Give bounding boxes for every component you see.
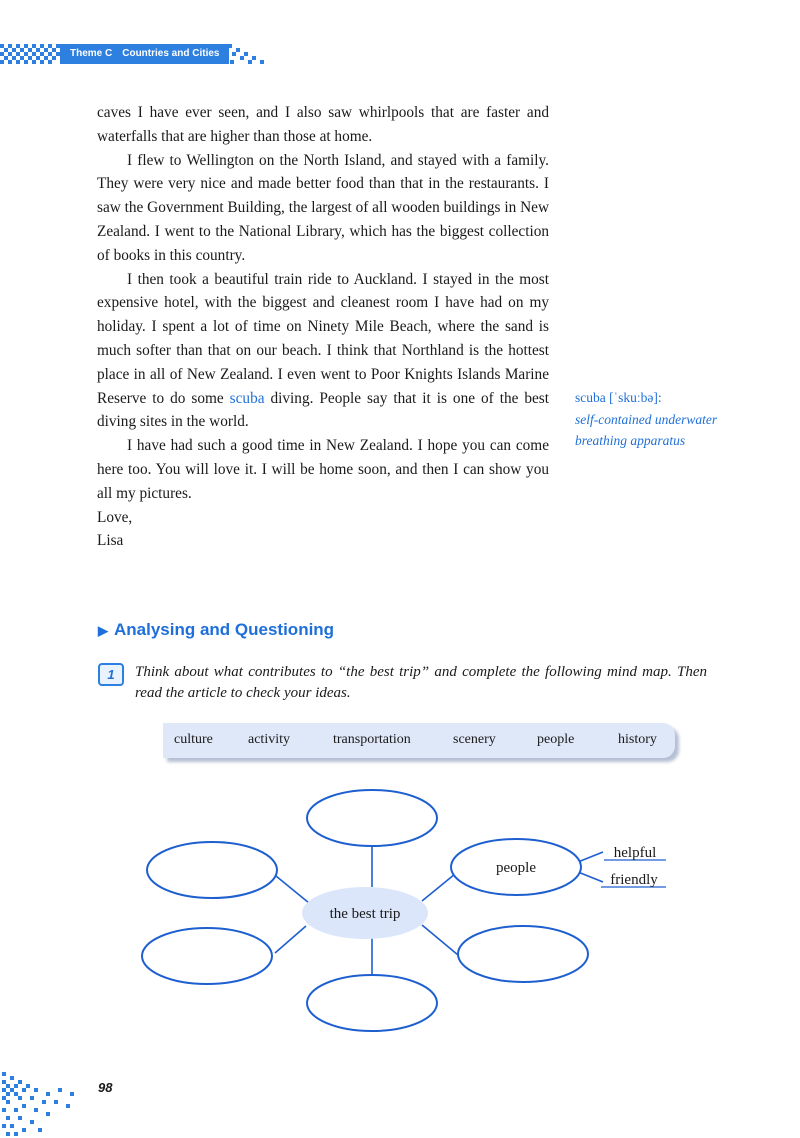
paragraph-3-text-a: I then took a beautiful train ride to Auckland. I stayed in the most expensive hotel, with the biggest and cleanest room I have had on my holiday. I spent a lot of time on Ninety Mile Beach, where the sand is much softer than that on our beach. I think that Northland is the hottest place in all of New Zealand. I even went to Poor Knights Islands Marine Reserve to do some	[97, 270, 549, 407]
glossary-term: scuba [ˈskuːbə]:	[575, 390, 662, 405]
sub-item-helpful: helpful	[613, 845, 657, 861]
word-bank-item: people	[537, 732, 575, 747]
triangle-bullet-icon: ▶	[98, 623, 108, 638]
connector-line	[422, 925, 458, 955]
empty-node-top	[307, 790, 437, 846]
theme-title: Countries and Cities	[122, 48, 220, 59]
theme-label: Theme C	[70, 48, 113, 59]
letter-paragraph-1: caves I have ever seen, and I also saw whirlpools that are faster and waterfalls that are higher than those at home.	[97, 104, 549, 145]
glossary-definition: self-contained underwater breathing apparatus	[575, 411, 718, 448]
connector-line	[422, 874, 455, 901]
section-heading-text: Analysing and Questioning	[114, 620, 335, 639]
word-bank-item: activity	[248, 732, 290, 747]
empty-node-bottom	[307, 975, 437, 1031]
word-bank-item: transportation	[333, 732, 411, 747]
connector-line	[275, 926, 306, 953]
letter-paragraph-4: I have had such a good time in New Zealand. I hope you can come here too. You will love it. I will be home soon, and then I can show you all my pictures.	[97, 437, 549, 502]
center-node-label: the best trip	[329, 906, 401, 922]
paragraph-3-text-b: diving. People say that it is one of the best diving sites in the world.	[97, 389, 550, 431]
task-instruction: Think about what contributes to “the best trip” and complete the following mind map. Then read the article to check your ideas.	[135, 664, 707, 701]
connector-line	[578, 872, 603, 882]
word-bank-item: culture	[174, 732, 213, 747]
task-number-badge: 1	[98, 663, 124, 686]
letter-closing: Love,	[97, 508, 133, 526]
connector-line	[578, 852, 603, 862]
page-number: 98	[98, 1080, 113, 1095]
people-node-label: people	[496, 860, 536, 876]
empty-node-left-upper	[147, 842, 277, 898]
letter-paragraph-2: I flew to Wellington on the North Island, and stayed with a family. They were very nice and made better food than that in the restaurants. I saw the Government Building, the largest of all wooden buildings in New Zealand. I went to the National Library, which has the biggest collection of books in this country.	[97, 151, 549, 264]
sub-item-friendly: friendly	[610, 872, 658, 888]
connector-line	[276, 876, 309, 903]
word-bank-item: scenery	[453, 732, 496, 747]
letter-signature: Lisa	[97, 532, 124, 550]
word-bank-item: history	[618, 732, 657, 747]
footer-pixel-decoration	[0, 1068, 90, 1138]
empty-node-right-lower	[458, 926, 588, 982]
glossed-word-scuba: scuba	[229, 389, 265, 407]
empty-node-left-lower	[142, 928, 272, 984]
